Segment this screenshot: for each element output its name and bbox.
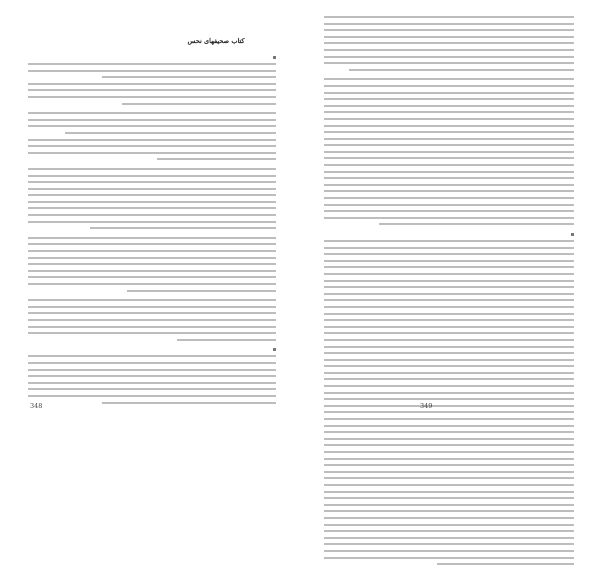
text-line (28, 375, 276, 377)
text-line (324, 78, 574, 80)
text-line (324, 398, 574, 400)
text-line (324, 111, 574, 113)
text-line (324, 392, 574, 394)
text-line (324, 352, 574, 354)
text-line (324, 411, 574, 413)
text-line (28, 112, 276, 114)
text-line (324, 138, 574, 140)
text-line (28, 125, 276, 127)
text-line (28, 152, 276, 154)
text-line (102, 402, 276, 404)
text-line (324, 477, 574, 479)
text-line (28, 299, 276, 301)
text-line (324, 56, 574, 58)
text-line (177, 339, 276, 341)
text-line (324, 210, 574, 212)
text-line (324, 313, 574, 315)
left-page (0, 0, 300, 424)
text-line (324, 177, 574, 179)
text-line (28, 382, 276, 384)
text-line (324, 332, 574, 334)
text-line (324, 151, 574, 153)
text-line (28, 237, 276, 239)
text-line (437, 563, 575, 565)
text-line (324, 306, 574, 308)
text-line (324, 438, 574, 440)
right-page-body (324, 16, 574, 570)
text-line (28, 89, 276, 91)
text-line (324, 378, 574, 380)
text-line (324, 319, 574, 321)
text-line (324, 464, 574, 466)
text-line (28, 139, 276, 141)
text-line (324, 204, 574, 206)
text-line (324, 326, 574, 328)
page-header: کتاب صحیفهای نحس (187, 37, 245, 45)
text-line (324, 451, 574, 453)
text-line (28, 369, 276, 371)
text-line (324, 197, 574, 199)
text-line (28, 257, 276, 259)
text-line (324, 293, 574, 295)
text-line (324, 471, 574, 473)
paragraph-mark (273, 348, 276, 351)
text-line (324, 543, 574, 545)
text-line (324, 217, 574, 219)
text-line (324, 49, 574, 51)
text-line (28, 119, 276, 121)
text-line (324, 530, 574, 532)
text-line (28, 395, 276, 397)
text-line (324, 157, 574, 159)
text-line (28, 145, 276, 147)
text-line (28, 312, 276, 314)
text-line (28, 221, 276, 223)
text-line (324, 372, 574, 374)
text-line (324, 504, 574, 506)
text-line (324, 266, 574, 268)
text-line (324, 92, 574, 94)
text-line (324, 458, 574, 460)
text-line (324, 484, 574, 486)
text-line (28, 319, 276, 321)
text-line (324, 184, 574, 186)
text-line (324, 346, 574, 348)
text-line (324, 144, 574, 146)
text-line (324, 286, 574, 288)
text-line (28, 168, 276, 170)
text-line (324, 299, 574, 301)
text-line (157, 158, 276, 160)
text-line (324, 524, 574, 526)
text-line (324, 240, 574, 242)
text-line (324, 550, 574, 552)
paragraph-gap (28, 345, 276, 348)
text-line (65, 132, 276, 134)
text-line (324, 253, 574, 255)
text-line (324, 280, 574, 282)
text-line (28, 188, 276, 190)
text-line (28, 388, 276, 390)
text-line (28, 263, 276, 265)
text-line (127, 290, 276, 292)
text-line (324, 190, 574, 192)
text-line (28, 306, 276, 308)
text-line (324, 85, 574, 87)
text-line (324, 105, 574, 107)
text-line (28, 201, 276, 203)
text-line (324, 260, 574, 262)
text-line (324, 557, 574, 559)
left-page-body (28, 56, 276, 408)
paragraph-mark (571, 233, 574, 236)
text-line (28, 243, 276, 245)
text-line (324, 62, 574, 64)
text-line (324, 273, 574, 275)
text-line (28, 207, 276, 209)
text-line (324, 385, 574, 387)
text-line (324, 359, 574, 361)
right-page-number: 349 (420, 402, 433, 410)
text-line (324, 247, 574, 249)
text-line (324, 444, 574, 446)
text-line (28, 194, 276, 196)
text-line (324, 510, 574, 512)
paragraph-mark (273, 56, 276, 59)
text-line (28, 83, 276, 85)
text-line (90, 227, 276, 229)
text-line (324, 118, 574, 120)
right-page (300, 0, 600, 424)
text-line (324, 339, 574, 341)
text-line (324, 98, 574, 100)
text-line (324, 405, 574, 407)
text-line (122, 103, 276, 105)
text-line (28, 362, 276, 364)
text-line (324, 517, 574, 519)
text-line (28, 214, 276, 216)
text-line (28, 181, 276, 183)
text-line (324, 16, 574, 18)
text-line (28, 96, 276, 98)
text-line (324, 164, 574, 166)
text-line (324, 418, 574, 420)
text-line (349, 69, 574, 71)
text-line (379, 223, 574, 225)
text-line (324, 491, 574, 493)
text-line (28, 270, 276, 272)
text-line (28, 63, 276, 65)
text-line (324, 431, 574, 433)
text-line (28, 355, 276, 357)
text-line (28, 175, 276, 177)
text-line (324, 36, 574, 38)
text-line (28, 276, 276, 278)
text-line (324, 125, 574, 127)
left-page-number: 348 (30, 402, 43, 410)
paragraph-gap (324, 230, 574, 233)
text-line (102, 76, 276, 78)
text-line (324, 537, 574, 539)
text-line (324, 29, 574, 31)
text-line (324, 23, 574, 25)
text-line (28, 250, 276, 252)
text-line (28, 326, 276, 328)
text-line (324, 131, 574, 133)
text-line (324, 365, 574, 367)
text-line (28, 70, 276, 72)
text-line (28, 283, 276, 285)
text-line (324, 497, 574, 499)
text-line (324, 171, 574, 173)
text-line (324, 42, 574, 44)
text-line (324, 425, 574, 427)
text-line (28, 332, 276, 334)
